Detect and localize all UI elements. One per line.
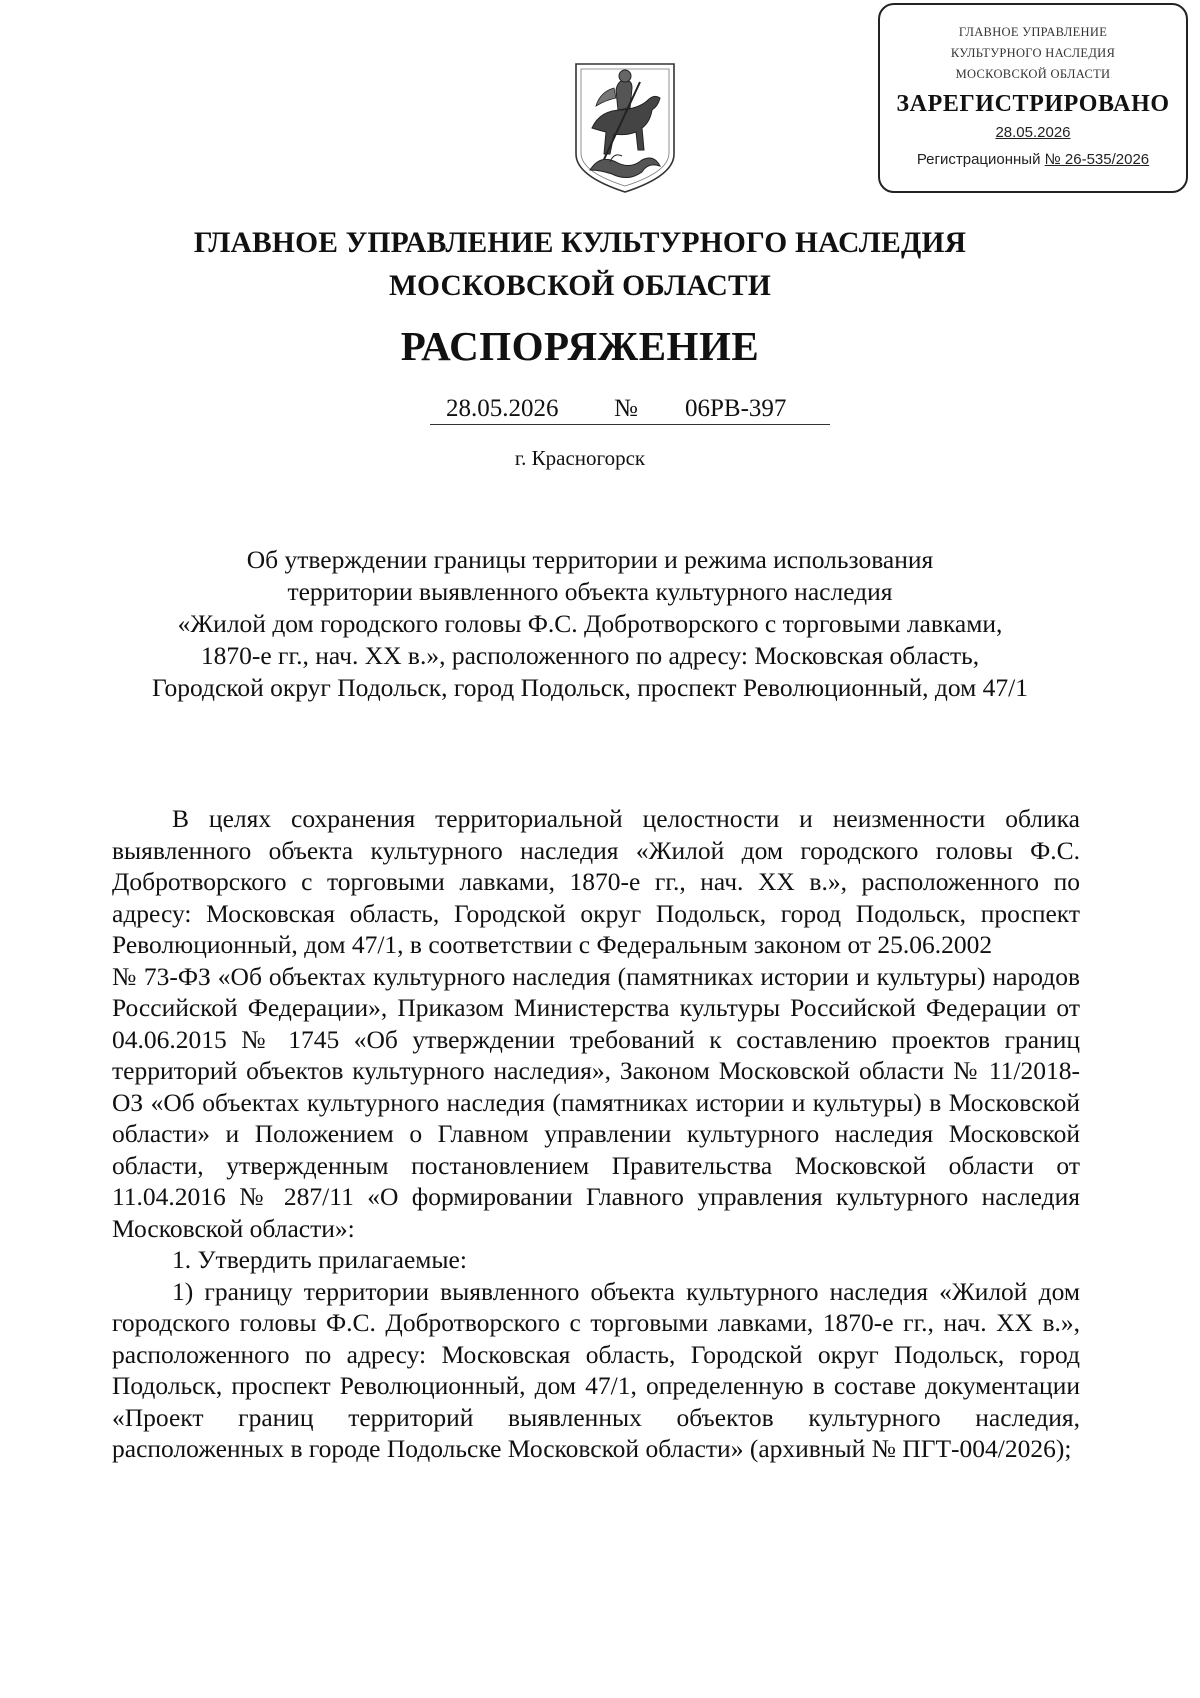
date-underline — [430, 424, 830, 425]
subject-line: «Жилой дом городского головы Ф.С. Добротворского с торговыми лавками, — [177, 609, 1003, 638]
body-paragraph: № 73-ФЗ «Об объектах культурного наследия (памятниках истории и культуры) народов Российской Федерации», Приказом Министерства культуры Российской Федерации от 04.06.2015 № 1745 «Об утверждении требований к составлению проектов границ территорий объектов культурного наследия», Законом Московской области № 11/2018-ОЗ «Об объектах культурного наследия (памятниках истории и культуры) в Московской области» и Положением о Главном управлении культурного наследия Московской области, утвержденным постановлением Правительства Московской области от 11.04.2016 № 287/11 «О формировании Главного управления культурного наследия Московской области»: — [112, 961, 1080, 1243]
stamp-reg-label: Регистрационный — [916, 151, 1041, 168]
registration-stamp — [878, 3, 1188, 193]
document-body — [112, 803, 1080, 1465]
organization-title-line2: МОСКОВСКОЙ ОБЛАСТИ — [388, 270, 771, 302]
date-number-line — [430, 395, 830, 429]
body-list-item: 1. Утвердить прилагаемые: — [172, 1245, 467, 1274]
organization-title-line1: ГЛАВНОЕ УПРАВЛЕНИЕ КУЛЬТУРНОГО НАСЛЕДИЯ — [193, 227, 967, 259]
subject-line: Городской округ Подольск, город Подольск, проспект Революционный, дом 47/1 — [151, 673, 1029, 702]
subject-line: 1870-е гг., нач. XX в.», расположенного по адресу: Московская область, — [200, 641, 980, 670]
stamp-reg-number: № 26-535/2026 — [1044, 151, 1150, 168]
document-date: 28.05.2026 — [446, 395, 559, 422]
document-type: РАСПОРЯЖЕНИЕ — [400, 323, 760, 369]
subject-line: Об утверждении границы территории и режима использования — [246, 545, 934, 574]
document-subject — [100, 544, 1080, 704]
number-sign: № — [614, 395, 638, 422]
stamp-org-line2: КУЛЬТУРНОГО НАСЛЕДИЯ — [950, 46, 1116, 60]
body-paragraph: В целях сохранения территориальной целостности и неизменности облика выявленного объекта культурного наследия «Жилой дом городского головы Ф.С. Добротворского с торговыми лавками, 1870-е гг., нач. XX в.», расположенного по адресу: Московская область, Городской округ Подольск, город Подольск, проспект Революционный, дом 47/1, в соответствии с Федеральным законом от 25.06.2002 — [112, 804, 1080, 959]
body-list-item: 1) границу территории выявленного объекта культурного наследия «Жилой дом городского головы Ф.С. Добротворского с торговыми лавками, 1870-е гг., нач. XX в.», расположенного по адресу: Московская область, Городской округ Подольск, город Подольск, проспект Революционный, дом 47/1, определенную в составе документации «Проект границ территорий выявленных объектов культурного наследия, расположенных в городе Подольске Московской области» (архивный № ПГТ-004/2026); — [112, 1276, 1080, 1463]
coat-of-arms-icon — [570, 58, 680, 198]
stamp-org-line1: ГЛАВНОЕ УПРАВЛЕНИЕ — [958, 25, 1108, 39]
stamp-org-line3: МОСКОВСКОЙ ОБЛАСТИ — [955, 67, 1111, 81]
stamp-registration — [880, 149, 1186, 171]
organization-title — [0, 222, 1160, 308]
document-number: 06РВ-397 — [685, 395, 787, 422]
city: г. Красногорск — [514, 446, 646, 470]
stamp-date: 28.05.2026 — [995, 124, 1071, 141]
subject-line: территории выявленного объекта культурного наследия — [287, 577, 893, 606]
stamp-status: ЗАРЕГИСТРИРОВАНО — [896, 91, 1170, 117]
